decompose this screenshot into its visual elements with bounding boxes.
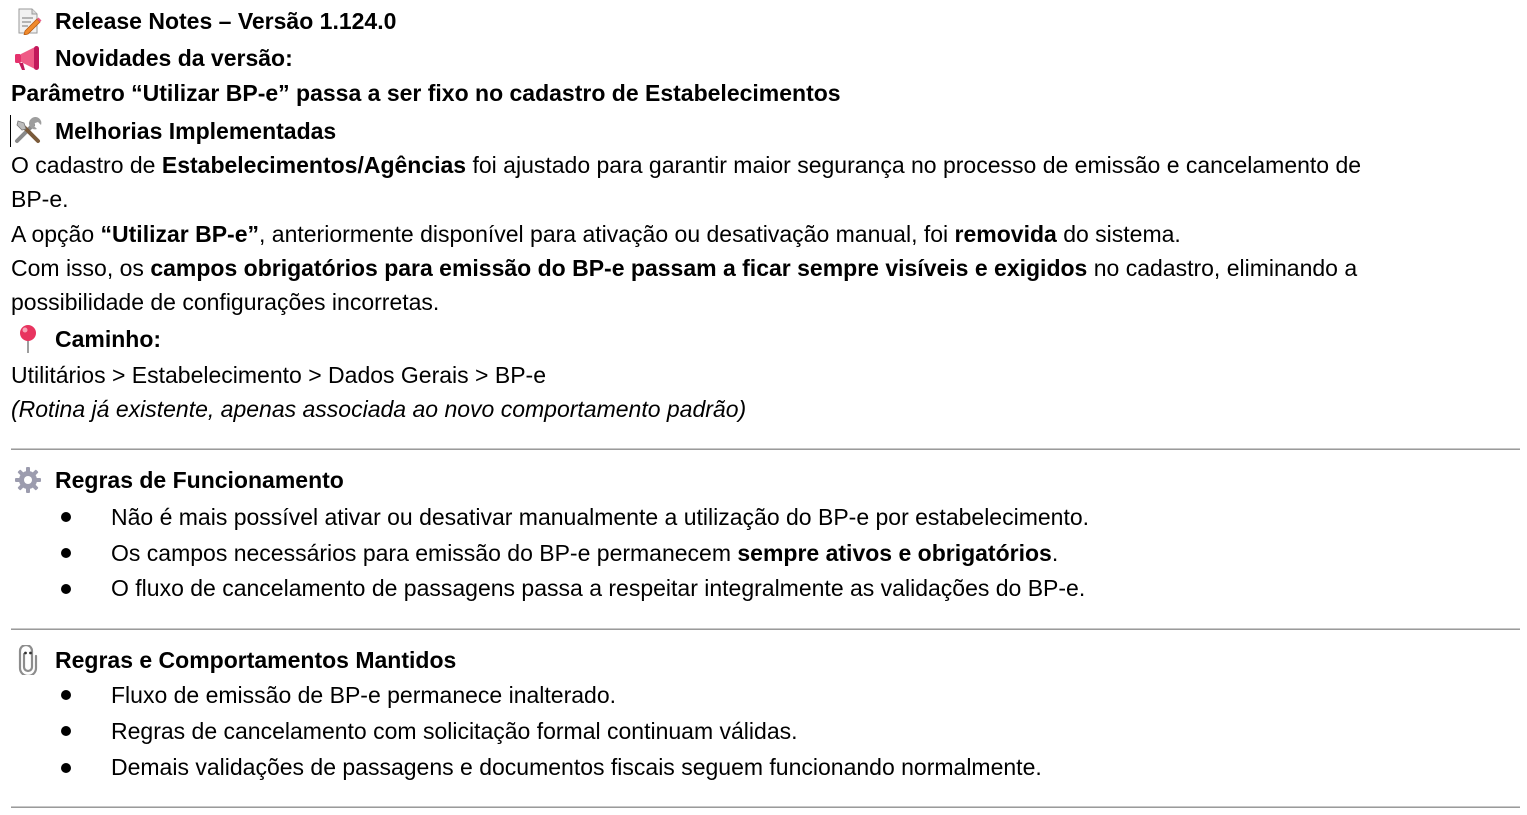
list-item-bold: sempre ativos e obrigatórios xyxy=(737,540,1052,566)
divider xyxy=(11,448,1520,450)
novidades-heading-text: Novidades da versão: xyxy=(55,45,293,71)
melhorias-heading xyxy=(11,114,336,148)
p3-a: Com isso, os xyxy=(11,255,151,281)
p2-e: do sistema. xyxy=(1056,221,1181,247)
p2-c: , anteriormente disponível para ativação ou desativação manual, foi xyxy=(259,221,955,247)
megaphone-icon xyxy=(11,43,45,73)
novidades-heading xyxy=(11,41,293,75)
tools-icon xyxy=(11,116,45,146)
melhorias-paragraph-3-line-2: possibilidade de configurações incorretas. xyxy=(11,289,440,315)
bullet-dot xyxy=(61,584,71,594)
list-item-end: . xyxy=(1051,540,1059,566)
p3-c: no cadastro, eliminando a xyxy=(1087,255,1358,281)
gear-icon xyxy=(11,465,45,495)
caminho-heading-text: Caminho: xyxy=(55,326,162,352)
p1-b: Estabelecimentos/Agências xyxy=(161,152,467,178)
p3-b: campos obrigatórios para emissão do BP-e passam a ficar sempre visíveis e exigidos xyxy=(150,255,1088,281)
divider xyxy=(11,628,1520,630)
p2-b: “Utilizar BP-e” xyxy=(100,221,260,247)
caminho-path: Utilitários > Estabelecimento > Dados Gerais > BP-e xyxy=(11,362,546,388)
list-item-text: Os campos necessários para emissão do BP-e permanecem xyxy=(111,540,738,566)
list-item xyxy=(111,571,1085,605)
document-title xyxy=(11,4,396,38)
melhorias-paragraph-1-line-2: BP-e. xyxy=(11,186,69,212)
divider xyxy=(11,806,1520,808)
novidades-subtitle: Parâmetro “Utilizar BP-e” passa a ser fixo no cadastro de Estabelecimentos xyxy=(11,80,841,106)
list-item-text: O fluxo de cancelamento de passagens passa a respeitar integralmente as validações do BP-e. xyxy=(111,575,1086,601)
paperclip-icon xyxy=(11,645,45,675)
p1-a: O cadastro de xyxy=(11,152,162,178)
melhorias-paragraph-3-line-1 xyxy=(11,251,1357,285)
mantidos-heading xyxy=(11,643,456,677)
bullet-dot xyxy=(61,726,71,736)
caminho-heading xyxy=(11,322,161,356)
regras-heading-text: Regras de Funcionamento xyxy=(55,467,344,493)
list-item: Fluxo de emissão de BP-e permanece inalterado. xyxy=(111,682,617,708)
bullet-dot xyxy=(61,763,71,773)
pushpin-icon xyxy=(11,324,45,354)
title-text: Release Notes – Versão 1.124.0 xyxy=(55,8,397,34)
list-item xyxy=(111,500,1089,534)
list-item: Demais validações de passagens e documentos fiscais seguem funcionando normalmente. xyxy=(111,754,1042,780)
caminho-note: (Rotina já existente, apenas associada ao novo comportamento padrão) xyxy=(11,396,747,422)
bullet-dot xyxy=(61,512,71,522)
bullet-dot xyxy=(61,548,71,558)
melhorias-heading-text: Melhorias Implementadas xyxy=(55,118,337,144)
p1-c: foi ajustado para garantir maior segurança no processo de emissão e cancelamento de xyxy=(466,152,1362,178)
list-item-text: Não é mais possível ativar ou desativar manualmente a utilização do BP-e por estabelecimento. xyxy=(111,504,1090,530)
p2-d: removida xyxy=(954,221,1057,247)
melhorias-paragraph-1-line-1 xyxy=(11,148,1361,182)
mantidos-heading-text: Regras e Comportamentos Mantidos xyxy=(55,647,457,673)
memo-icon xyxy=(11,6,45,36)
list-item: Regras de cancelamento com solicitação formal continuam válidas. xyxy=(111,718,798,744)
melhorias-paragraph-2 xyxy=(11,217,1181,251)
bullet-dot xyxy=(61,690,71,700)
list-item xyxy=(111,536,1058,570)
p2-a: A opção xyxy=(11,221,101,247)
regras-heading xyxy=(11,463,344,497)
